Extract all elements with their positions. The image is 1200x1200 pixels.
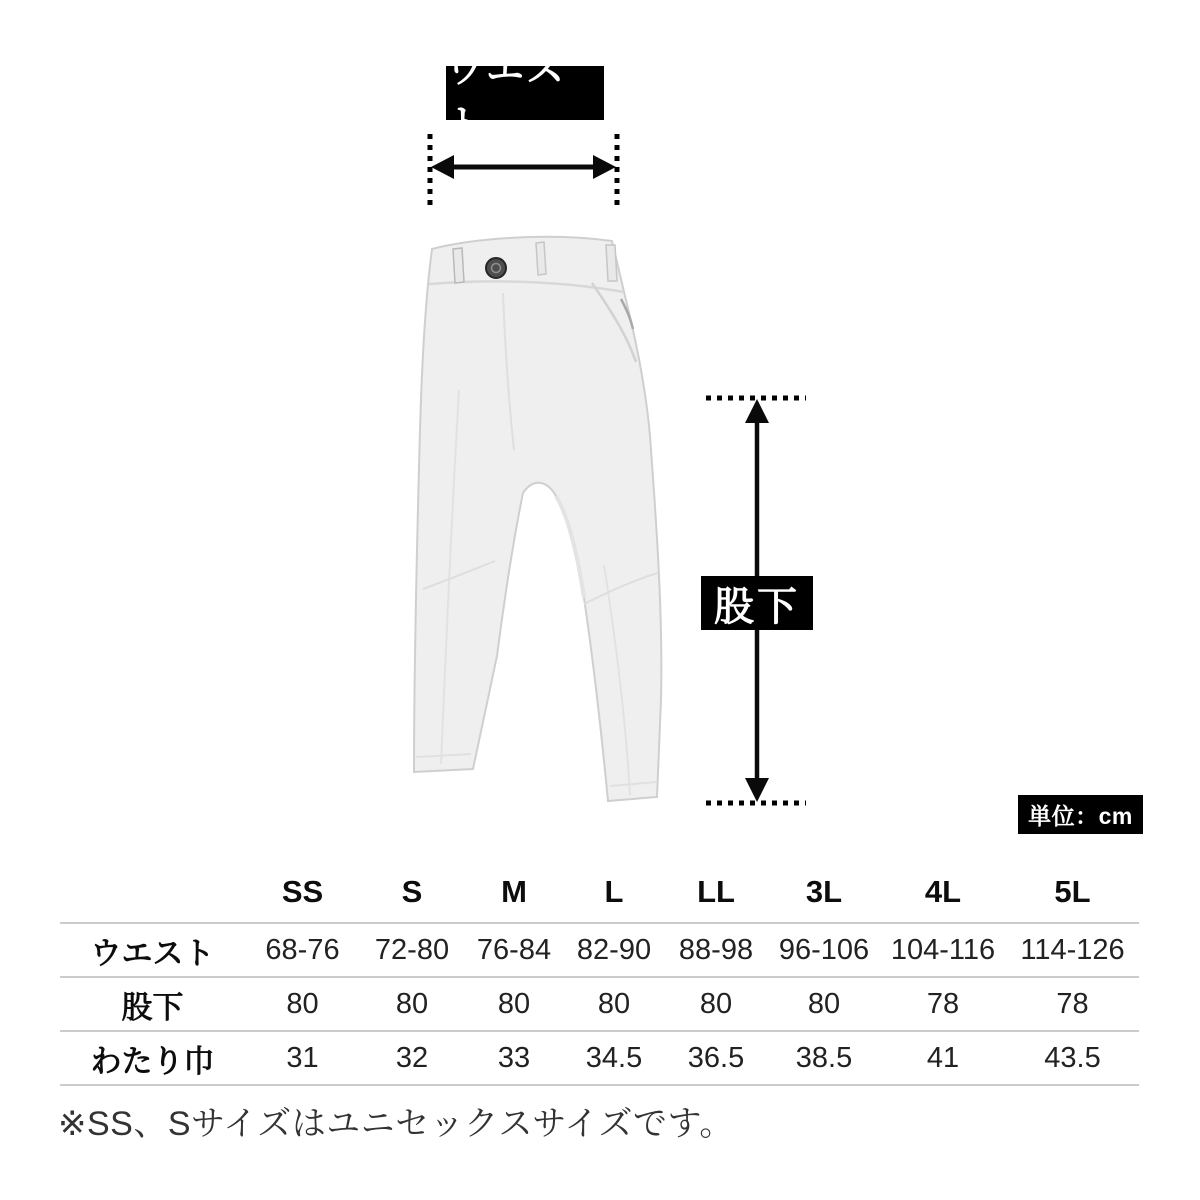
size-column-header: M bbox=[501, 873, 527, 909]
size-column-header: S bbox=[401, 873, 423, 909]
cell-value: 41 bbox=[926, 1041, 960, 1074]
size-note: ※SS、Sサイズはユニセックスサイズです。 bbox=[58, 1105, 734, 1143]
waist-button bbox=[486, 258, 506, 278]
cell-value: 80 bbox=[807, 987, 841, 1020]
cell-value: 43.5 bbox=[1044, 1041, 1101, 1074]
cell-value: 82-90 bbox=[576, 933, 652, 966]
cell-value: 32 bbox=[395, 1041, 429, 1074]
belt-loop bbox=[453, 248, 464, 283]
waist-arrowhead-left bbox=[431, 155, 454, 179]
cell-value: 36.5 bbox=[687, 1041, 745, 1074]
cell-value: 104-116 bbox=[890, 933, 996, 966]
cell-value: 114-126 bbox=[1020, 933, 1125, 966]
inseam-label: 股下 bbox=[701, 576, 813, 630]
cell-value: 80 bbox=[597, 987, 631, 1020]
cell-value: 33 bbox=[497, 1041, 531, 1074]
row-label: わたり巾 bbox=[90, 1043, 215, 1079]
cell-value: 78 bbox=[926, 987, 960, 1020]
inseam-arrowhead-bottom bbox=[745, 778, 769, 802]
cell-value: 88-98 bbox=[678, 933, 754, 966]
cell-value: 96-106 bbox=[778, 933, 870, 966]
table-row-waist bbox=[60, 923, 1139, 977]
cell-value: 68-76 bbox=[265, 933, 340, 966]
cell-value: 80 bbox=[395, 987, 429, 1020]
cell-value: 38.5 bbox=[795, 1041, 853, 1074]
belt-loop bbox=[536, 242, 546, 275]
belt-loop bbox=[606, 245, 617, 281]
inseam-arrowhead-top bbox=[745, 399, 769, 423]
size-column-header: 4L bbox=[924, 873, 962, 909]
pants-illustration bbox=[414, 237, 661, 801]
waist-label: ウエスト bbox=[446, 66, 604, 120]
unit-badge: 単位：cm bbox=[1018, 795, 1143, 834]
table-row-inseam bbox=[60, 977, 1139, 1031]
size-column-header: LL bbox=[697, 873, 735, 909]
row-label: ウエスト bbox=[90, 935, 215, 971]
waist-arrowhead-right bbox=[593, 155, 616, 179]
size-table-header-row bbox=[60, 861, 1139, 923]
table-row-thigh-width bbox=[60, 1031, 1139, 1085]
cell-value: 80 bbox=[286, 987, 319, 1020]
size-column-header: 5L bbox=[1054, 873, 1091, 909]
cell-value: 31 bbox=[286, 1041, 319, 1074]
cell-value: 80 bbox=[699, 987, 733, 1020]
size-column-header: L bbox=[604, 873, 624, 909]
cell-value: 34.5 bbox=[585, 1041, 643, 1074]
size-column-header: SS bbox=[281, 873, 324, 909]
row-label: 股下 bbox=[121, 989, 184, 1025]
size-table bbox=[60, 861, 1139, 1086]
cell-value: 78 bbox=[1056, 987, 1089, 1020]
cell-value: 76-84 bbox=[476, 933, 552, 966]
size-table-corner-cell bbox=[60, 861, 245, 923]
cell-value: 80 bbox=[497, 987, 531, 1020]
cell-value: 72-80 bbox=[374, 933, 450, 966]
size-column-header: 3L bbox=[805, 873, 843, 909]
